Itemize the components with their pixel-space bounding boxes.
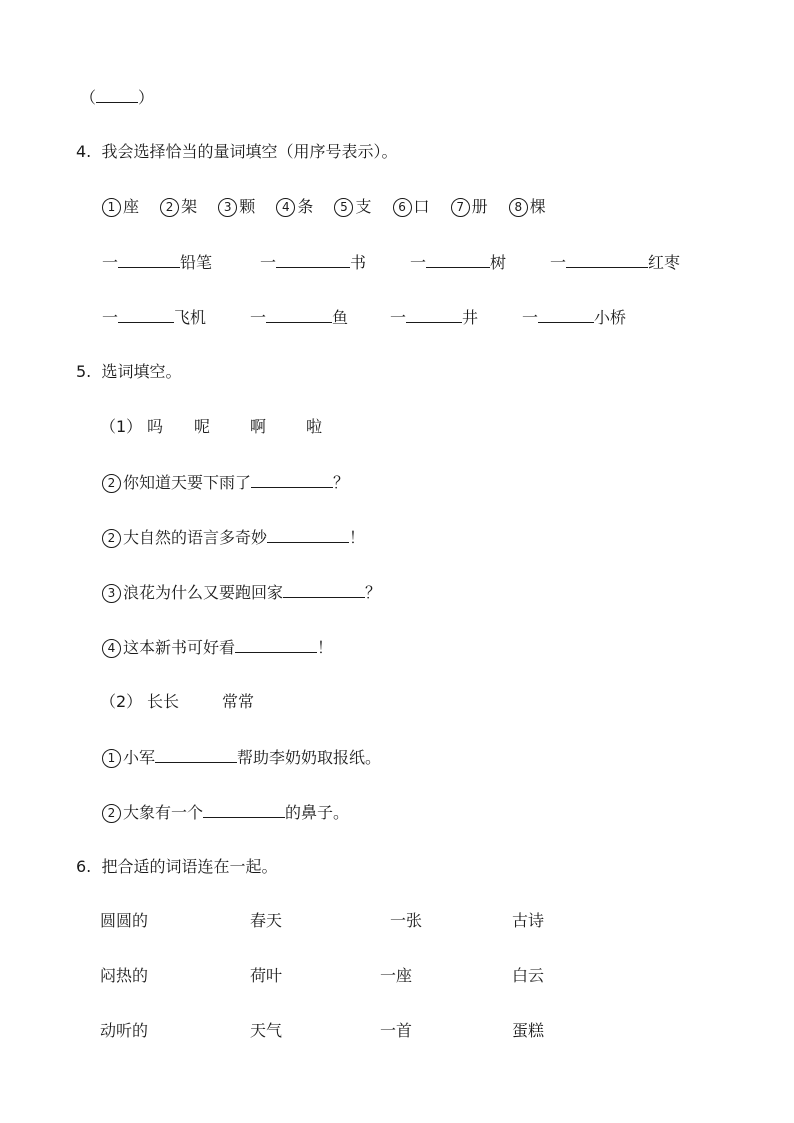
- match-word[interactable]: 闷热的: [100, 966, 149, 985]
- option-item: 1 座: [102, 196, 139, 218]
- option-item: 4 条: [276, 196, 313, 218]
- match-word[interactable]: 天气: [250, 1021, 283, 1040]
- measure-item: 一 井: [390, 308, 479, 327]
- fill-blank[interactable]: [203, 801, 285, 818]
- answer-paren: （ ）: [80, 88, 155, 107]
- fill-blank[interactable]: [283, 581, 365, 598]
- match-word[interactable]: 古诗: [512, 911, 545, 930]
- fill-blank[interactable]: [566, 251, 648, 268]
- option-item: 6 口: [393, 196, 430, 218]
- q4-options: [102, 196, 562, 218]
- match-word[interactable]: 一首: [380, 1021, 413, 1040]
- match-word[interactable]: 白云: [512, 966, 545, 985]
- word-choice: 常常: [222, 692, 255, 711]
- fill-blank[interactable]: [406, 306, 462, 323]
- word-choice: 呢: [194, 417, 211, 436]
- measure-item: 一 鱼: [250, 308, 349, 327]
- word-choice: 吗: [147, 417, 164, 436]
- fill-blank[interactable]: [235, 636, 317, 653]
- fill-blank[interactable]: [118, 251, 180, 268]
- q6-heading: 6. 把合适的词语连在一起。: [76, 857, 278, 876]
- q5-part2-label: （2）: [100, 692, 143, 711]
- sentence-item: 3 浪花为什么又要跑回家 ？: [102, 581, 381, 604]
- fill-blank[interactable]: [426, 251, 490, 268]
- fill-blank[interactable]: [276, 251, 350, 268]
- measure-item: 一 小桥: [522, 308, 627, 327]
- sentence-item: 2 大自然的语言多奇妙 ！: [102, 526, 365, 549]
- sentence-item: 2 你知道天要下雨了 ？: [102, 471, 349, 494]
- word-choice: 长长: [147, 692, 180, 711]
- measure-item: 一 红枣: [550, 253, 681, 272]
- match-word[interactable]: 圆圆的: [100, 911, 149, 930]
- match-word[interactable]: 一张: [390, 911, 423, 930]
- fill-blank[interactable]: [538, 306, 594, 323]
- q5-heading: 5. 选词填空。: [76, 362, 182, 381]
- measure-item: 一 铅笔: [102, 253, 213, 272]
- sentence-item: 1 小军 帮助李奶奶取报纸。: [102, 746, 381, 769]
- option-item: 8 棵: [509, 196, 546, 218]
- word-choice: 啦: [306, 417, 323, 436]
- option-item: 7 册: [451, 196, 488, 218]
- word-choice: 啊: [250, 417, 267, 436]
- match-word[interactable]: 动听的: [100, 1021, 149, 1040]
- sentence-item: 4 这本新书可好看 ！: [102, 636, 333, 659]
- option-item: 5 支: [334, 196, 371, 218]
- fill-blank[interactable]: [251, 471, 333, 488]
- measure-item: 一 书: [260, 253, 367, 272]
- fill-blank[interactable]: [118, 306, 174, 323]
- measure-item: 一 树: [410, 253, 507, 272]
- match-word[interactable]: 荷叶: [250, 966, 283, 985]
- q4-heading: 4. 我会选择恰当的量词填空（用序号表示）。: [76, 142, 398, 161]
- fill-blank[interactable]: [267, 526, 349, 543]
- match-word[interactable]: 春天: [250, 911, 283, 930]
- answer-blank[interactable]: [96, 86, 138, 103]
- sentence-item: 2 大象有一个 的鼻子。: [102, 801, 349, 824]
- match-word[interactable]: 一座: [380, 966, 413, 985]
- option-item: 2 架: [160, 196, 197, 218]
- q5-part1-label: （1）: [100, 417, 143, 436]
- measure-item: 一 飞机: [102, 308, 207, 327]
- fill-blank[interactable]: [266, 306, 332, 323]
- fill-blank[interactable]: [155, 746, 237, 763]
- option-item: 3 颗: [218, 196, 255, 218]
- match-word[interactable]: 蛋糕: [512, 1021, 545, 1040]
